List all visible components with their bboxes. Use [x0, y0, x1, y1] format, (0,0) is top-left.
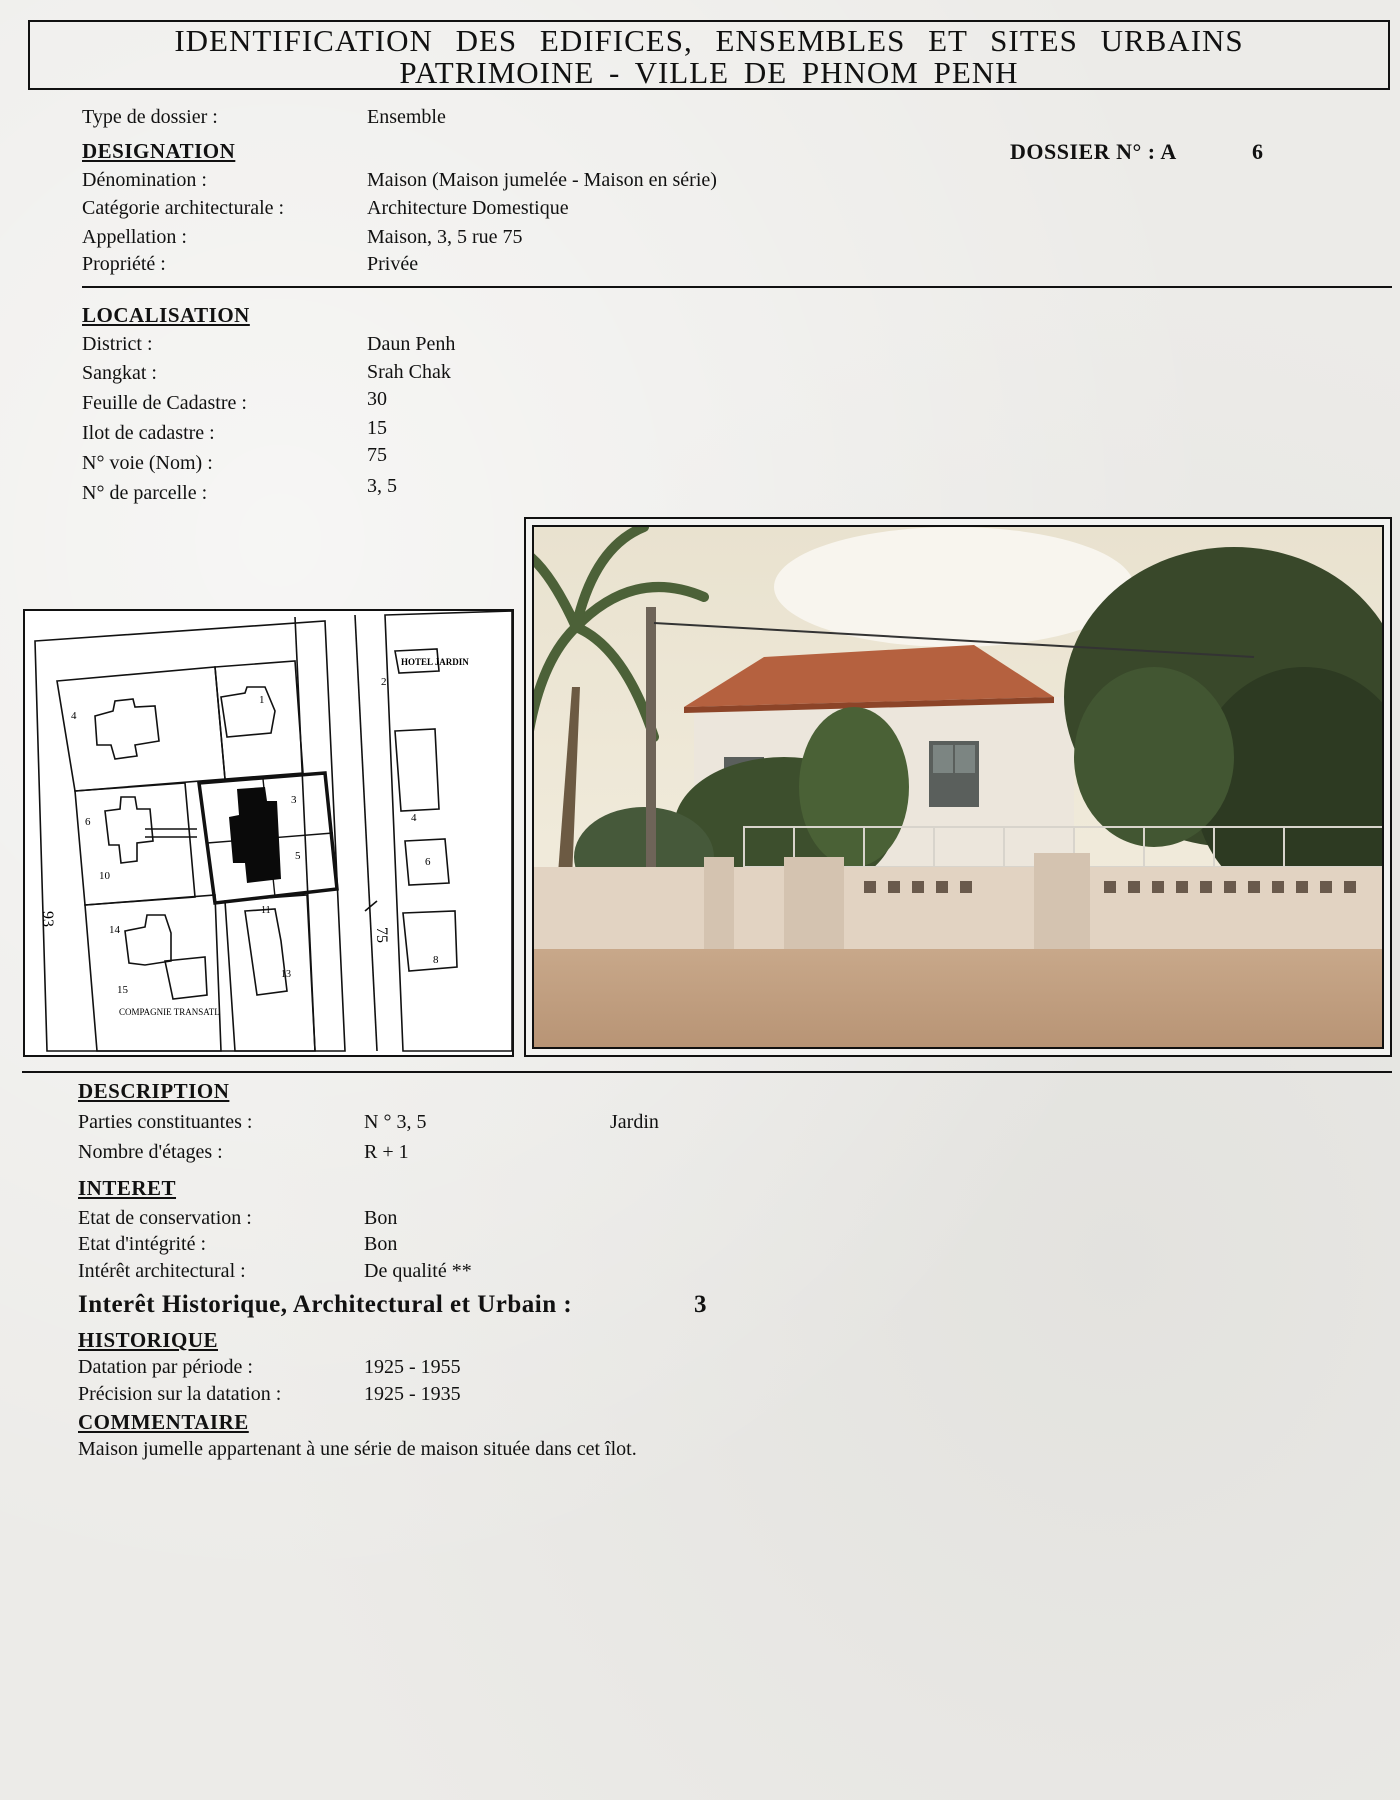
building-photo-illustration [534, 527, 1382, 1047]
parties-value: N ° 3, 5 [364, 1111, 427, 1133]
building-photo-frame [524, 517, 1392, 1057]
map-parcel-label: 5 [295, 850, 301, 862]
etages-value: R + 1 [364, 1141, 409, 1163]
divider-designation [82, 286, 1392, 288]
interet-summary-label: Interêt Historique, Architectural et Urbain : [78, 1291, 573, 1318]
appellation-value: Maison, 3, 5 rue 75 [367, 226, 523, 248]
map-parcel-label: 6 [85, 816, 91, 828]
description-heading: DESCRIPTION [78, 1079, 230, 1103]
denomination-value: Maison (Maison jumelée - Maison en série) [367, 169, 717, 191]
propriete-value: Privée [367, 253, 419, 275]
map-parcel-label: 15 [117, 984, 128, 996]
interet-summary-value: 3 [694, 1291, 707, 1318]
voie-value: 75 [367, 444, 387, 466]
map-parcel-label: 2 [381, 676, 387, 688]
parties-label: Parties constituantes : [78, 1111, 253, 1133]
map-street-left-label: 93 [39, 911, 56, 927]
propriete-label: Propriété : [82, 253, 166, 275]
interet-architectural-label: Intérêt architectural : [78, 1260, 246, 1282]
map-parcel-label: 14 [109, 924, 120, 936]
integrite-value: Bon [364, 1233, 398, 1255]
feuille-cadastre-label: Feuille de Cadastre : [82, 392, 247, 414]
map-hotel-label: HOTEL JARDIN [401, 657, 469, 667]
interet-architectural-value: De qualité ** [364, 1260, 472, 1282]
dossier-number-label: DOSSIER N° : A [1010, 139, 1177, 164]
designation-heading: DESIGNATION [82, 139, 236, 163]
sangkat-value: Srah Chak [367, 361, 451, 383]
map-parcel-label: 3 [291, 794, 297, 806]
localisation-heading: LOCALISATION [82, 303, 250, 327]
datation-label: Datation par période : [78, 1356, 253, 1378]
ilot-cadastre-value: 15 [367, 417, 387, 439]
precision-value: 1925 - 1935 [364, 1383, 461, 1405]
etages-label: Nombre d'étages : [78, 1141, 223, 1163]
map-parcel-label: 1 [259, 694, 265, 706]
parcelle-label: N° de parcelle : [82, 482, 208, 504]
cadastre-map-drawing [25, 611, 512, 1055]
ilot-cadastre-label: Ilot de cadastre : [82, 422, 215, 444]
map-street-right-label: 75 [373, 927, 390, 943]
historique-heading: HISTORIQUE [78, 1328, 218, 1352]
commentaire-heading: COMMENTAIRE [78, 1410, 249, 1434]
cadastre-map [23, 609, 514, 1057]
map-parcel-label: 4 [71, 710, 77, 722]
map-parcel-label: 13 [281, 969, 291, 980]
type-dossier-label: Type de dossier : [82, 106, 218, 128]
map-parcel-label: 4 [411, 812, 417, 824]
map-parcel-label: 11 [261, 905, 271, 916]
precision-label: Précision sur la datation : [78, 1383, 282, 1405]
district-label: District : [82, 333, 153, 355]
denomination-label: Dénomination : [82, 169, 207, 191]
feuille-cadastre-value: 30 [367, 388, 387, 410]
parties-extra: Jardin [610, 1111, 659, 1133]
dossier-number-value: 6 [1252, 139, 1264, 164]
map-parcel-label: 8 [433, 954, 439, 966]
sangkat-label: Sangkat : [82, 362, 157, 384]
map-parcel-label: 10 [99, 870, 110, 882]
voie-label: N° voie (Nom) : [82, 452, 213, 474]
categorie-label: Catégorie architecturale : [82, 197, 285, 219]
appellation-label: Appellation : [82, 226, 187, 248]
divider-photos [22, 1071, 1392, 1073]
categorie-value: Architecture Domestique [367, 197, 569, 219]
building-photo [532, 525, 1384, 1049]
map-parcel-label: 6 [425, 856, 431, 868]
interet-heading: INTERET [78, 1176, 177, 1200]
title-line-2: PATRIMOINE - VILLE DE PHNOM PENH [399, 55, 1019, 90]
conservation-label: Etat de conservation : [78, 1207, 252, 1229]
commentaire-text: Maison jumelle appartenant à une série de maison située dans cet îlot. [78, 1438, 637, 1460]
document-title-box [28, 20, 1390, 90]
map-company-label: COMPAGNIE TRANSATL [119, 1007, 220, 1017]
title-line-1: IDENTIFICATION DES EDIFICES, ENSEMBLES ET SITES URBAINS [174, 23, 1244, 58]
type-dossier-value: Ensemble [367, 106, 446, 128]
datation-value: 1925 - 1955 [364, 1356, 461, 1378]
district-value: Daun Penh [367, 333, 456, 355]
parcelle-value: 3, 5 [367, 475, 397, 497]
conservation-value: Bon [364, 1207, 398, 1229]
integrite-label: Etat d'intégrité : [78, 1233, 207, 1255]
